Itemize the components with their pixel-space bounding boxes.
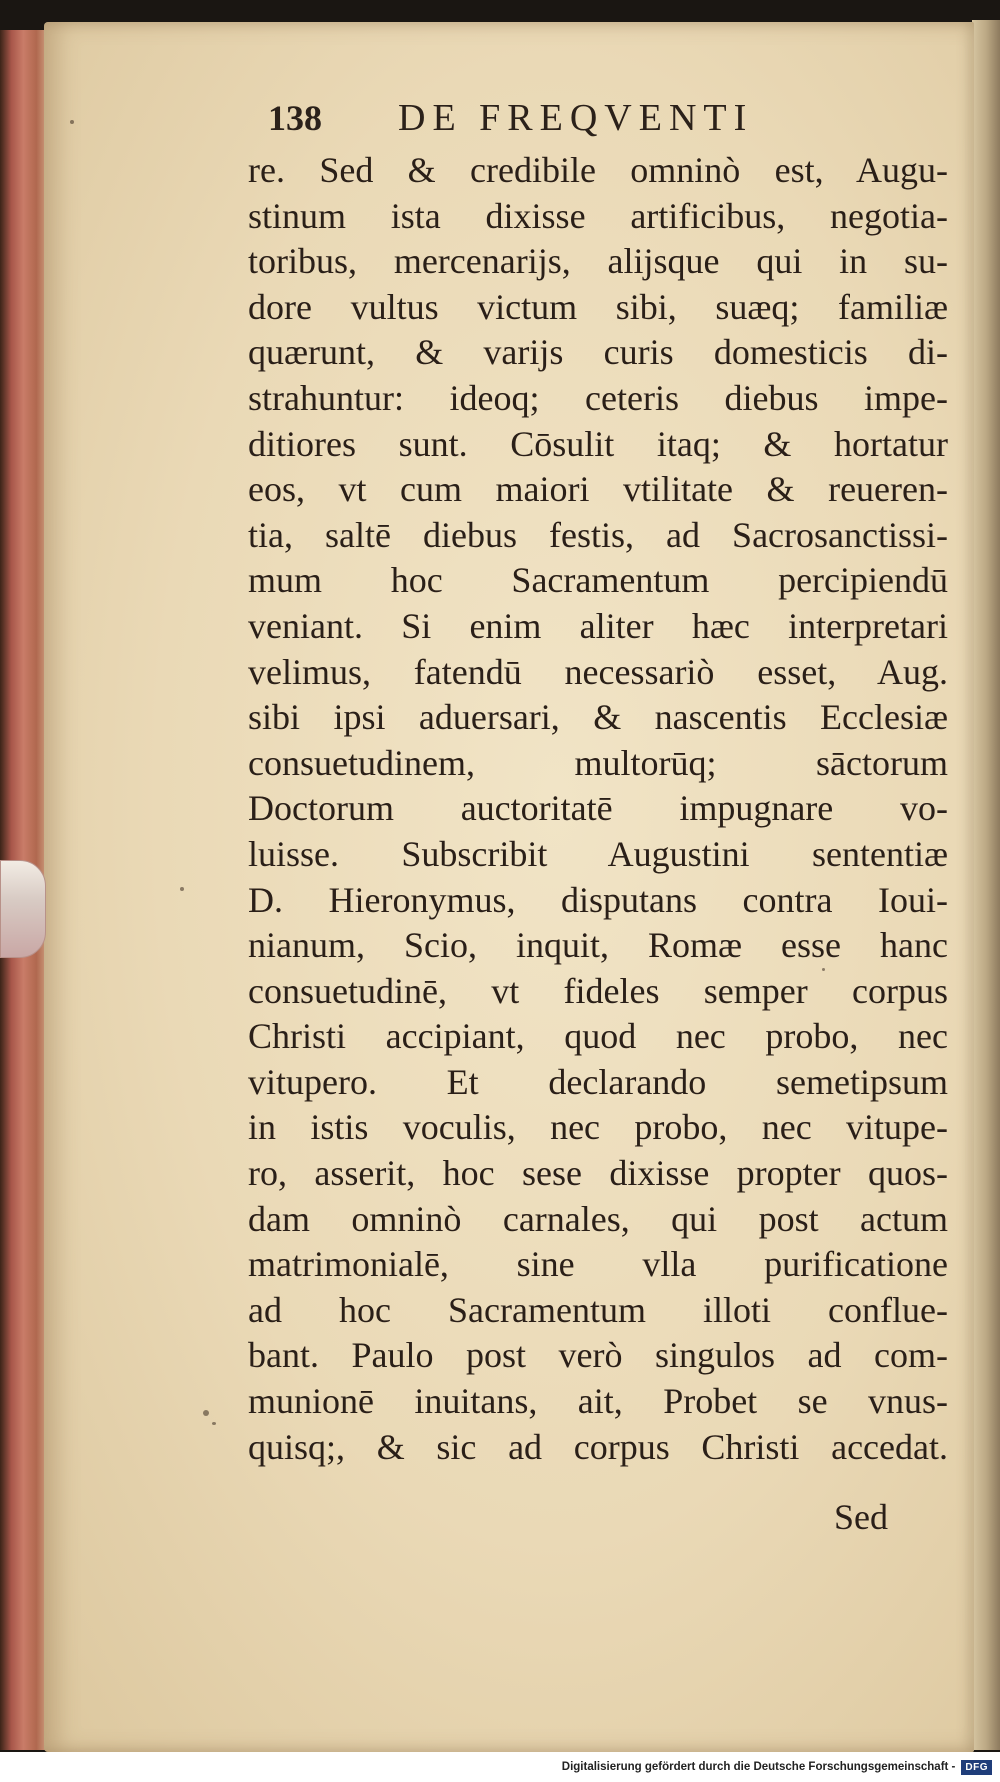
text-line: vitupero. Et declarando semetipsum xyxy=(248,1061,948,1102)
text-line: eos, vt cum maiori vtilitate & reueren- xyxy=(248,469,948,510)
text-line: sibi ipsi aduersari, & nascentis Ecclesiæ xyxy=(248,697,948,738)
text-line: ad hoc Sacramentum illoti conflue- xyxy=(248,1289,948,1330)
text-line: toribus, mercenarijs, alijsque qui in su- xyxy=(248,241,948,282)
body-text xyxy=(248,148,948,1470)
text-line: dam omninò carnales, qui post actum xyxy=(248,1198,948,1239)
text-line: munionē inuitans, ait, Probet se vnus- xyxy=(248,1381,948,1422)
book-clasp xyxy=(0,860,46,958)
text-line: dore vultus victum sibi, suæq; familiæ xyxy=(248,286,948,327)
text-line: in istis voculis, nec probo, nec vitupe- xyxy=(248,1107,948,1148)
text-line: stinum ista dixisse artificibus, negotia- xyxy=(248,195,948,236)
text-line: nianum, Scio, inquit, Romæ esse hanc xyxy=(248,925,948,966)
text-line: D. Hieronymus, disputans contra Ioui- xyxy=(248,879,948,920)
text-line: velimus, fatendū necessariò esset, Aug. xyxy=(248,651,948,692)
dfg-logo: DFG xyxy=(961,1760,992,1775)
running-head xyxy=(268,96,848,146)
text-line: re. Sed & credibile omninò est, Augu- xyxy=(248,150,948,190)
text-line: matrimonialē, sine vlla purificatione xyxy=(248,1244,948,1285)
text-line: consuetudinem, multorūq; sāctorum xyxy=(248,742,948,783)
text-line: ditiores sunt. Cōsulit itaq; & hortatur xyxy=(248,423,948,464)
text-line: tia, saltē diebus festis, ad Sacrosanctissi- xyxy=(248,514,948,555)
digitization-footer xyxy=(0,1752,1000,1782)
text-line: Christi accipiant, quod nec probo, nec xyxy=(248,1016,948,1057)
text-line: bant. Paulo post verò singulos ad com- xyxy=(248,1335,948,1376)
text-line: veniant. Si enim aliter hæc interpretari xyxy=(248,605,948,646)
page-number: 138 xyxy=(268,98,322,138)
book-edge-right xyxy=(972,20,1000,1750)
text-line: luisse. Subscribit Augustini sententiæ xyxy=(248,833,948,874)
text-line: mum hoc Sacramentum percipiendū xyxy=(248,560,948,601)
text-line: quærunt, & varijs curis domesticis di- xyxy=(248,332,948,373)
text-line: Doctorum auctoritatē impugnare vo- xyxy=(248,788,948,829)
catchword: Sed xyxy=(834,1497,888,1537)
text-line: quisq;, & sic ad corpus Christi accedat. xyxy=(248,1426,948,1467)
text-line: strahuntur: ideoq; ceteris diebus impe- xyxy=(248,377,948,418)
text-line: ro, asserit, hoc sese dixisse propter quos- xyxy=(248,1153,948,1194)
funding-credit: Digitalisierung gefördert durch die Deutsche Forschungsgemeinschaft - xyxy=(561,1761,956,1773)
running-title: DE FREQVENTI xyxy=(398,97,754,139)
text-line: consuetudinē, vt fideles semper corpus xyxy=(248,970,948,1011)
